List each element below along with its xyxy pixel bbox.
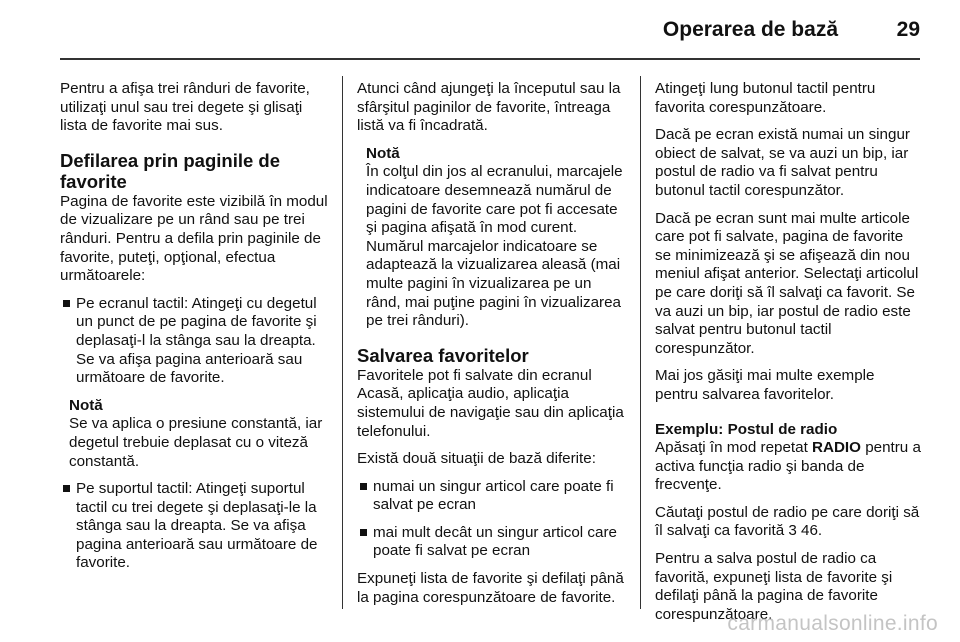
paragraph: Dacă pe ecran sunt mai multe articole care pot fi salvate, pagina de favorite se minimizează şi se afişează din nou meniul afişat anterior. Selectaţi articolul pe care doriţi să îl salvaţi ca favorit. Se va auzi un bip, iar postul de radio este salvat pentru butonul tactil corespunzător. <box>655 209 919 357</box>
bullet-item: mai mult decât un singur articol care poate fi salvat pe ecran <box>357 524 627 561</box>
note-text: În colţul din jos al ecranului, marcajele indicatoare desemnează numărul de pagini de favorite care pot fi accesate şi pagina afişată în mod curent. Numărul marcajelor indicatoare se adaptează la vizualizarea aleasă (mai multe pagini în vizualizarea pe un rând, mai puţine pagini în vizualizarea pe trei rânduri). <box>366 163 623 330</box>
column-1 <box>60 80 328 582</box>
column-divider-2 <box>640 76 641 609</box>
subheading-example-radio: Exemplu: Postul de radio <box>655 420 838 438</box>
page-header <box>60 18 920 48</box>
column-divider-1 <box>342 76 343 609</box>
paragraph: Căutaţi postul de radio pe care doriţi să îl salvaţi ca favorită 3 46. <box>655 503 920 540</box>
note-block <box>60 397 328 471</box>
bullet-item: Pe ecranul tactil: Atingeţi cu degetul un punct de pe pagina de favorite şi deplasaţi-l la stânga sau la dreapta. Se va afişa pagina anterioară sau următoare de favorite. <box>60 295 328 388</box>
watermark: carmanualsonline.info <box>727 612 938 635</box>
paragraph: Atunci când ajungeţi la începutul sau la sfârşitul paginilor de favorite, întreaga listă va fi încadrată. <box>357 80 621 135</box>
section-heading-save-favorites: Salvarea favoritelor <box>357 344 529 366</box>
bullet-item: numai un singur articol care poate fi salvat pe ecran <box>357 478 627 515</box>
header-divider <box>60 58 920 60</box>
paragraph: Pentru a afişa trei rânduri de favorite, utilizaţi unul sau trei degete şi glisaţi lista de favorite mai sus. <box>60 80 310 135</box>
bullet-item: Pe suportul tactil: Atingeţi suportul tactil cu trei degete şi deplasaţi-le la stânga sau la dreapta. Se va afişa pagina anterioară sau următoare de favorite. <box>60 480 328 573</box>
paragraph: Favoritele pot fi salvate din ecranul Acasă, aplicaţia audio, aplicaţia sistemului de navigaţie sau din aplicaţia telefonului. <box>357 366 624 440</box>
note-label: Notă <box>366 144 400 162</box>
paragraph: Mai jos găsiţi mai multe exemple pentru salvarea favoritelor. <box>655 367 875 403</box>
note-label: Notă <box>69 396 103 414</box>
paragraph: Dacă pe ecran există numai un singur obiect de salvat, se va auzi un bip, iar postul de radio va fi salvat pentru butonul tactil corespunzător. <box>655 126 910 199</box>
page-number: 29 <box>896 18 920 41</box>
paragraph: Pagina de favorite este vizibilă în modul de vizualizare pe un rând sau pe trei rânduri. Pentru a defila prin paginile de favorite, puteţi, opţional, efectua următoarele: <box>60 192 328 285</box>
note-text: Se va aplica o presiune constantă, iar degetul trebuie deplasat cu o viteză constantă. <box>69 415 323 470</box>
radio-keyword: RADIO <box>812 439 861 457</box>
column-2 <box>357 80 627 616</box>
page-title: Operarea de bază <box>662 18 838 41</box>
column-3 <box>655 80 921 633</box>
paragraph: Pentru a salva postul de radio ca favorită, expuneţi lista de favorite şi defilaţi până la pagina de favorite corespunzătoare. <box>655 550 893 623</box>
note-block <box>357 145 627 331</box>
paragraph: Există două situaţii de bază diferite: <box>357 450 596 468</box>
section-heading-scroll-favorites: Defilarea prin paginile de favorite <box>60 149 281 192</box>
paragraph <box>655 439 921 495</box>
paragraph: Expuneţi lista de favorite şi defilaţi până la pagina corespunzătoare de favorite. <box>357 570 624 606</box>
text: Apăsaţi în mod repetat <box>655 439 813 457</box>
paragraph: Atingeţi lung butonul tactil pentru favorita corespunzătoare. <box>655 80 876 116</box>
text: pentru a activa funcţia radio şi banda de frecvenţe. <box>655 439 921 494</box>
